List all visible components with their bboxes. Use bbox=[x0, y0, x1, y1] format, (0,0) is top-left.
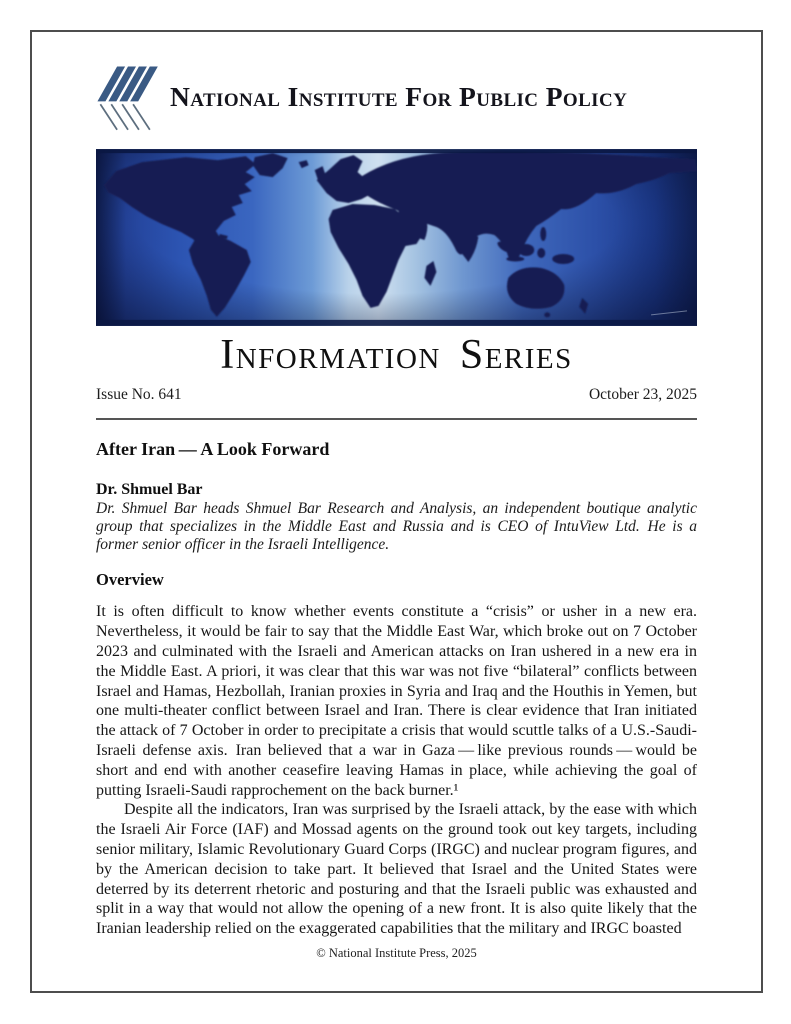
logo-svg bbox=[96, 60, 160, 134]
section-heading-overview: Overview bbox=[96, 570, 164, 590]
masthead-header bbox=[96, 32, 697, 134]
world-map-svg bbox=[96, 149, 697, 326]
page-frame bbox=[30, 30, 763, 993]
divider-rule bbox=[96, 418, 697, 420]
page-content bbox=[32, 32, 761, 991]
org-name: National Institute For Public Policy bbox=[170, 80, 628, 112]
issue-date: October 23, 2025 bbox=[588, 386, 697, 403]
body-paragraph-1: It is often difficult to know whether events constitute a “crisis” or usher in a new era. Nevertheless, it would be fair to say that the Middle East War, which broke out on 7 October 2023 and culminated with the Israeli and American attacks on Iran ushered in a new era in the Middle East. A priori, it was clear that this war was not five “bilateral” conflicts between Israel and Hamas, Hezbollah, Iranian proxies in Syria and Iraq and the Houthis in Yemen, but one multi-theater conflict between Israel and Iran. There is clear evidence that Iran initiated the attack of 7 October in order to precipitate a crisis that would scuttle talks of a U.S.-Saudi-Israeli defense axis. Iran believed that a war in Gaza — like previous rounds — would be short and end with another ceasefire leaving Hamas in place, while achieving the goal of putting Israeli-Saudi rapprochement on the back burner.¹ bbox=[96, 603, 697, 799]
article-title: After Iran — A Look Forward bbox=[96, 439, 330, 459]
author-name: Dr. Shmuel Bar bbox=[96, 481, 203, 498]
series-title: Information Series bbox=[220, 332, 573, 378]
author-bio: Dr. Shmuel Bar heads Shmuel Bar Research and Analysis, an independent boutique analytic group that specializes in the Middle East and Russia and is CEO of IntuView Ltd. He is a former senior officer in the Israeli Intelligence. bbox=[96, 500, 697, 553]
nipp-logo-icon bbox=[96, 60, 160, 134]
body-paragraph-2: Despite all the indicators, Iran was surprised by the Israeli attack, by the ease with which the Israeli Air Force (IAF) and Mossad agents on the ground took out key targets, including senior military, Islamic Revolutionary Guard Corps (IRGC) and nuclear program figures, and by the American decision to take part. It believed that Israel and the United States were deterred by its deterrent rhetoric and posturing and that the Israeli public was exhausted and split in a way that would not allow the opening of a new front. It is also quite likely that the Iranian leadership relied on the exaggerated capabilities that the military and IRGC boasted bbox=[96, 801, 697, 938]
footer-copyright: © National Institute Press, 2025 bbox=[316, 946, 477, 960]
issue-number: Issue No. 641 bbox=[96, 386, 182, 403]
world-map-image bbox=[96, 149, 697, 326]
issue-row bbox=[96, 386, 697, 404]
